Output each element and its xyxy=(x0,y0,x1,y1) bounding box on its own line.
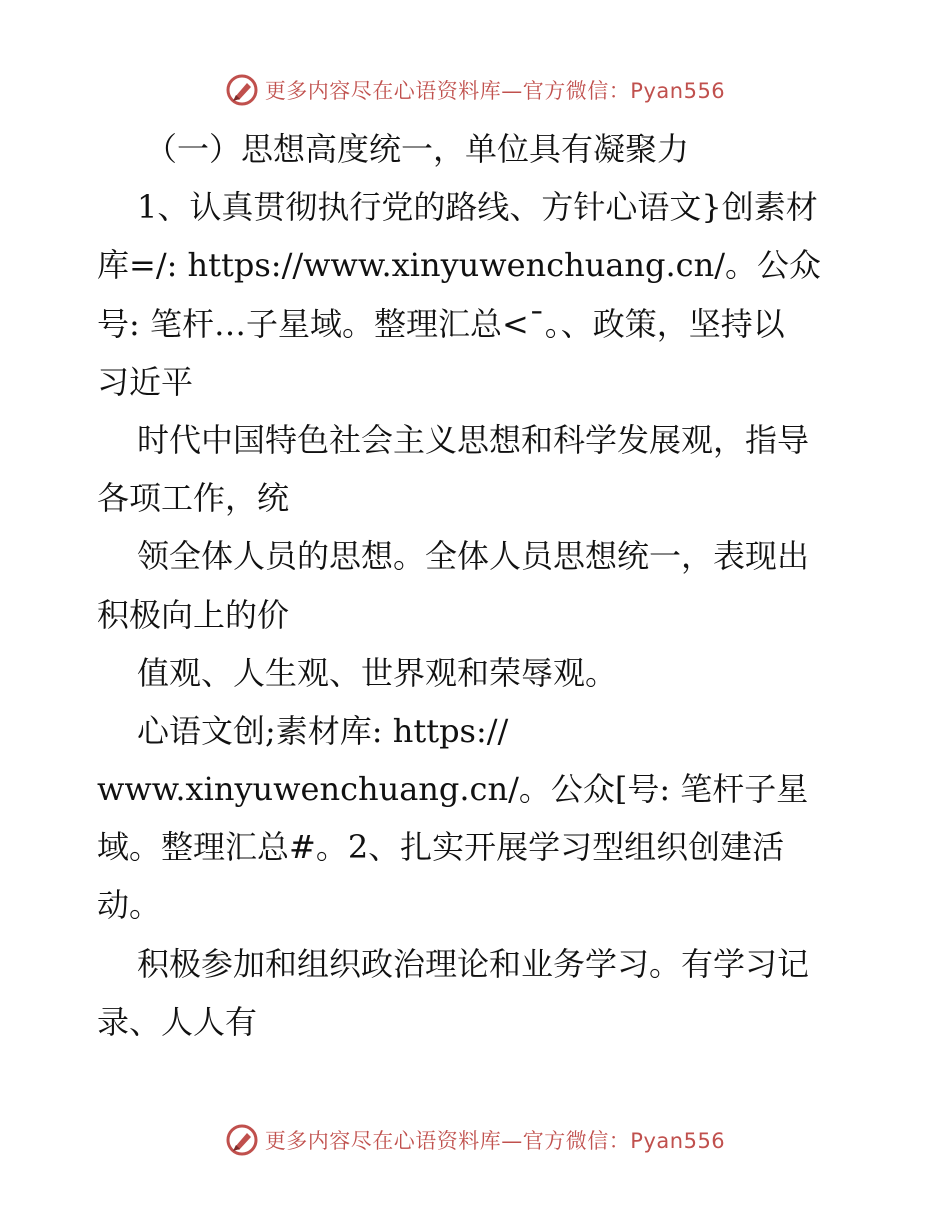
watermark-text: 更多内容尽在心语资料库—官方微信：Pyan556 xyxy=(264,79,726,103)
pen-nib-icon xyxy=(225,73,259,107)
paragraph-line: 值观、人生观、世界观和荣辱观。 xyxy=(137,653,618,692)
paragraph-line: 号: 笔杆…子星域。整理汇总<¯。、政策，坚持以 xyxy=(97,304,785,343)
paragraph-line: 动。 xyxy=(97,886,162,925)
paragraph-line: www.xinyuwenchuang.cn/。公众[号: 笔杆子星 xyxy=(97,770,809,809)
pen-nib-icon xyxy=(225,1123,259,1157)
paragraph-line: 库=/: https://www.xinyuwenchuang.cn/。公众 xyxy=(97,246,821,285)
paragraph-line: 时代中国特色社会主义思想和科学发展观，指导 xyxy=(137,420,810,459)
paragraph-line: 各项工作，统 xyxy=(97,479,290,518)
paragraph-line: 1、认真贯彻执行党的路线、方针心语文}创素材 xyxy=(137,188,818,227)
paragraph-line: 域。整理汇总#。2、扎实开展学习型组织创建活 xyxy=(97,828,785,867)
footer-watermark-banner xyxy=(0,1120,950,1160)
watermark-text: 更多内容尽在心语资料库—官方微信：Pyan556 xyxy=(264,1129,726,1153)
document-body xyxy=(97,120,857,1051)
paragraph-line: 领全体人员的思想。全体人员思想统一，表现出 xyxy=(137,537,810,576)
paragraph-line: 积极参加和组织政治理论和业务学习。有学习记 xyxy=(137,944,810,983)
paragraph-line: 心语文创;素材库: https:// xyxy=(137,711,509,750)
paragraph-line: 积极向上的价 xyxy=(97,595,290,634)
paragraph-line: 习近平 xyxy=(97,362,194,401)
section-heading: （一）思想高度统一，单位具有凝聚力 xyxy=(145,130,690,168)
header-watermark-banner xyxy=(0,70,950,110)
paragraph-line: 录、人人有 xyxy=(97,1002,258,1041)
